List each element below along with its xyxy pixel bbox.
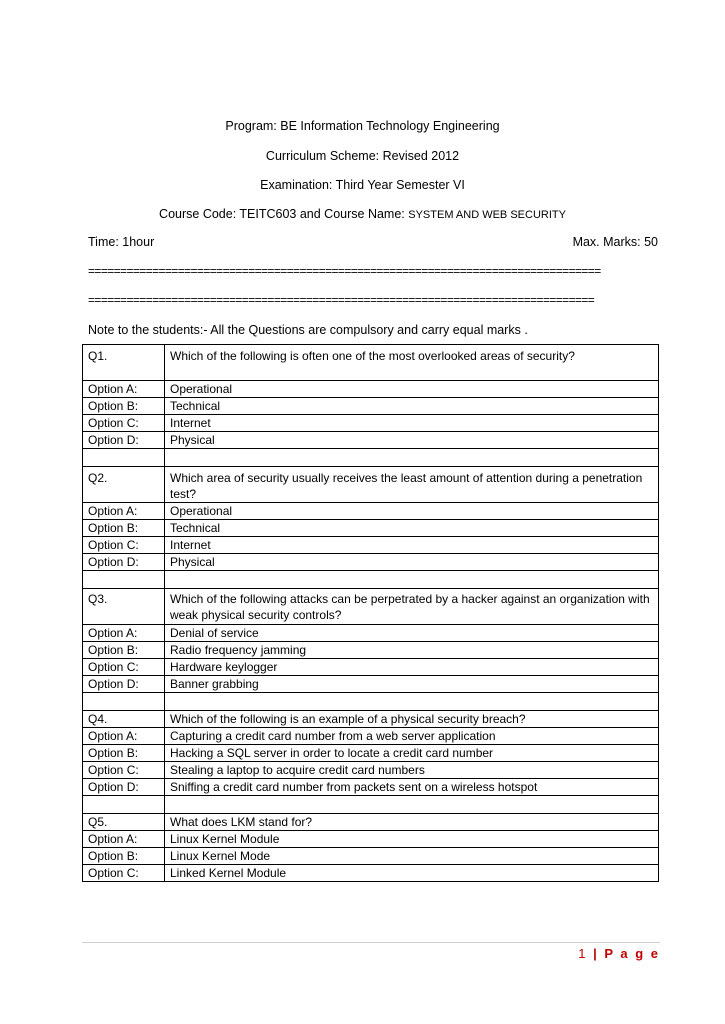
spacer-cell (165, 571, 659, 589)
question-row (83, 345, 659, 381)
option-row (83, 537, 659, 554)
option-text: Internet (165, 537, 659, 554)
option-row (83, 520, 659, 537)
separator-line-2: =============================================================================== (88, 293, 595, 307)
program-line: Program: BE Information Technology Engineering (225, 119, 500, 133)
question-text: Which of the following attacks can be perpetrated by a hacker against an organization with weak physical security controls? (165, 589, 659, 625)
option-text: Sniffing a credit card number from packets sent on a wireless hotspot (165, 779, 659, 796)
spacer-cell (83, 571, 165, 589)
option-text: Technical (165, 398, 659, 415)
course-line (0, 206, 725, 223)
option-row (83, 503, 659, 520)
option-row (83, 745, 659, 762)
option-row (83, 865, 659, 882)
question-number: Q1. (83, 345, 165, 381)
spacer-cell (83, 693, 165, 711)
option-label: Option A: (83, 381, 165, 398)
question-row (83, 589, 659, 625)
option-label: Option D: (83, 779, 165, 796)
question-text: Which of the following is an example of a physical security breach? (165, 711, 659, 728)
separator-line-1: ================================================================================ (88, 264, 601, 278)
spacer-cell (165, 449, 659, 467)
option-label: Option B: (83, 520, 165, 537)
question-text: Which of the following is often one of the most overlooked areas of security? (165, 345, 659, 381)
option-label: Option A: (83, 831, 165, 848)
spacer-row (83, 796, 659, 814)
option-label: Option D: (83, 554, 165, 571)
option-text: Banner grabbing (165, 676, 659, 693)
course-name: SYSTEM AND WEB SECURITY (408, 209, 566, 221)
option-text: Capturing a credit card number from a web server application (165, 728, 659, 745)
question-row (83, 467, 659, 503)
option-text: Stealing a laptop to acquire credit card numbers (165, 762, 659, 779)
time-label: Time: 1hour (88, 235, 155, 249)
option-label: Option C: (83, 762, 165, 779)
option-text: Hardware keylogger (165, 659, 659, 676)
questions-table (82, 344, 659, 882)
option-label: Option C: (83, 415, 165, 432)
option-row (83, 848, 659, 865)
option-row (83, 625, 659, 642)
spacer-row (83, 693, 659, 711)
spacer-row (83, 571, 659, 589)
examination-line: Examination: Third Year Semester VI (260, 178, 465, 192)
option-row (83, 432, 659, 449)
option-row (83, 779, 659, 796)
option-label: Option C: (83, 865, 165, 882)
option-label: Option D: (83, 432, 165, 449)
question-row (83, 814, 659, 831)
option-text: Operational (165, 503, 659, 520)
option-text: Radio frequency jamming (165, 642, 659, 659)
students-note: Note to the students:- All the Questions are compulsory and carry equal marks . (88, 323, 528, 337)
option-text: Linux Kernel Module (165, 831, 659, 848)
question-row (83, 711, 659, 728)
page-label: | P a g e (587, 946, 660, 961)
footer-divider (82, 942, 660, 943)
question-number: Q2. (83, 467, 165, 503)
question-text: What does LKM stand for? (165, 814, 659, 831)
question-number: Q3. (83, 589, 165, 625)
option-label: Option A: (83, 625, 165, 642)
option-text: Linux Kernel Mode (165, 848, 659, 865)
option-label: Option B: (83, 398, 165, 415)
option-text: Denial of service (165, 625, 659, 642)
option-label: Option D: (83, 676, 165, 693)
option-row (83, 831, 659, 848)
option-text: Hacking a SQL server in order to locate a credit card number (165, 745, 659, 762)
option-row (83, 554, 659, 571)
spacer-row (83, 449, 659, 467)
option-row (83, 381, 659, 398)
course-code: Course Code: TEITC603 and Course Name: (159, 207, 409, 221)
option-row (83, 415, 659, 432)
spacer-cell (83, 796, 165, 814)
option-row (83, 659, 659, 676)
option-row (83, 676, 659, 693)
question-text: Which area of security usually receives the least amount of attention during a penetration test? (165, 467, 659, 503)
option-label: Option B: (83, 745, 165, 762)
page-number (578, 946, 660, 961)
option-label: Option A: (83, 728, 165, 745)
spacer-cell (83, 449, 165, 467)
option-text: Internet (165, 415, 659, 432)
option-text: Operational (165, 381, 659, 398)
option-label: Option A: (83, 503, 165, 520)
option-text: Technical (165, 520, 659, 537)
option-row (83, 642, 659, 659)
option-text: Linked Kernel Module (165, 865, 659, 882)
curriculum-line: Curriculum Scheme: Revised 2012 (265, 149, 460, 163)
question-number: Q5. (83, 814, 165, 831)
max-marks-label: Max. Marks: 50 (572, 235, 658, 249)
question-number: Q4. (83, 711, 165, 728)
option-row (83, 398, 659, 415)
option-label: Option B: (83, 848, 165, 865)
page-number-value: 1 (578, 946, 588, 961)
option-label: Option B: (83, 642, 165, 659)
option-text: Physical (165, 554, 659, 571)
option-row (83, 728, 659, 745)
option-label: Option C: (83, 537, 165, 554)
option-text: Physical (165, 432, 659, 449)
option-label: Option C: (83, 659, 165, 676)
spacer-cell (165, 693, 659, 711)
option-row (83, 762, 659, 779)
spacer-cell (165, 796, 659, 814)
